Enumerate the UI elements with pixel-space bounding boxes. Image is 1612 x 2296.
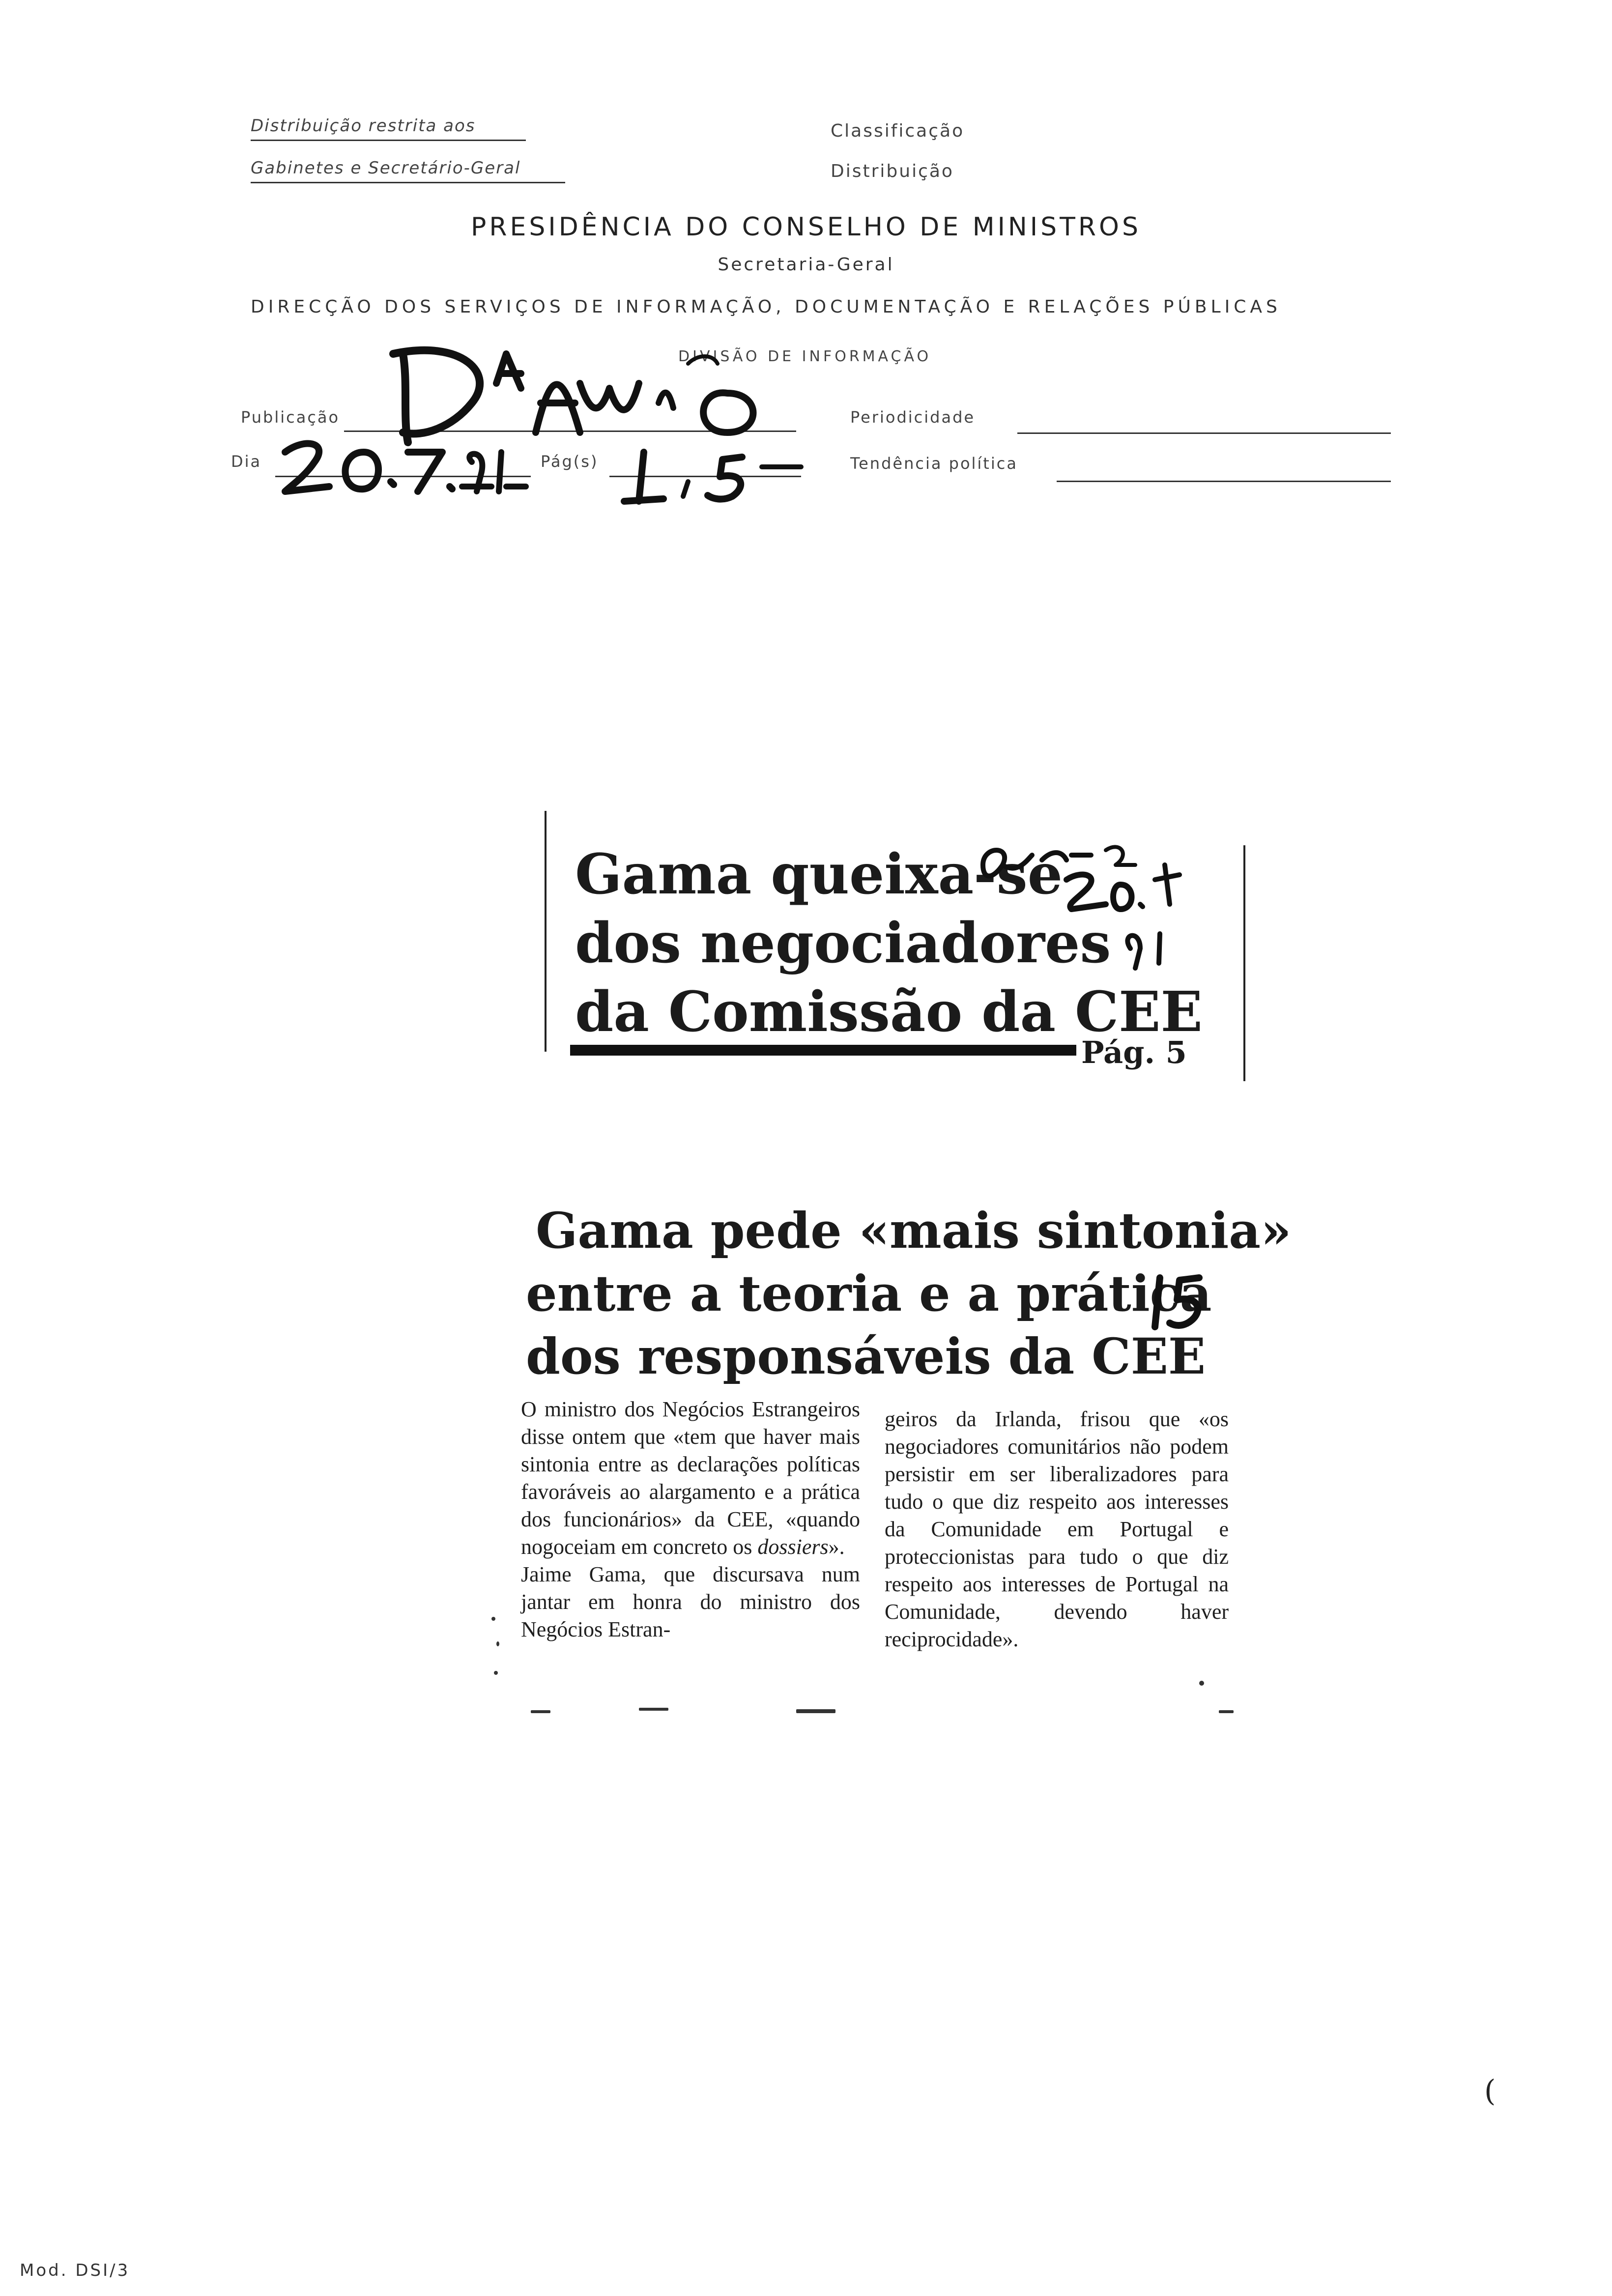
distribution-label: Distribuição (831, 161, 954, 181)
secretariat-subtitle: Secretaria-Geral (718, 255, 894, 275)
restricted-distribution-label: Distribuição restrita aos (251, 116, 526, 141)
cabinets-label: Gabinetes e Secretário-Geral (251, 158, 565, 183)
model-code: Mod. DSI/3 (20, 2261, 130, 2280)
handwritten-date (275, 432, 531, 501)
margin-mark: ( (1484, 2074, 1496, 2108)
periodicity-line (1017, 432, 1391, 434)
political-tendency-line (1057, 481, 1391, 482)
clipping2-headline-line2: entre a teoria e a prática (526, 1264, 1212, 1322)
clipping1-right-border (1243, 845, 1245, 1081)
presidency-title: PRESIDÊNCIA DO CONSELHO DE MINISTROS (471, 212, 1141, 242)
handwritten-pages (614, 437, 811, 506)
clipping2-col1-dossiers: dossiers (757, 1535, 829, 1559)
political-tendency-label: Tendência política (850, 454, 1018, 473)
periodicity-label: Periodicidade (850, 408, 976, 427)
clipping2-handwritten-page (1145, 1268, 1214, 1337)
day-label: Dia (231, 452, 262, 471)
clipping2-column-2: geiros da Irlanda, frisou que «os negociadores comunitários não podem persistir em ser liberalizadores para tudo o que diz respeito aos interesses da Comunidade em Portugal e proteccionistas para tudo o que diz respeito aos interesses de Portugal na Comunidade, devendo haver reciprocidade». (885, 1407, 1229, 1651)
publication-label: Publicação (241, 408, 340, 427)
clipping2-col1-text-a: O ministro dos Negócios Estrangeiros disse ontem que «tem que haver mais sintonia entre as declarações políticas favoráveis ao alargamento e a prática dos funcionários» da CEE, «quando nogoceiam em concreto os (521, 1397, 860, 1559)
clipping1-handwritten-note (973, 835, 1229, 983)
clipping1-rule (570, 1045, 1076, 1056)
clipping1-page-ref: Pág. 5 (1081, 1034, 1187, 1070)
classification-label: Classificação (831, 121, 965, 141)
clipping1-headline-line3: da Comissão da CEE (575, 980, 1203, 1044)
pages-label: Pág(s) (541, 452, 599, 471)
clipping1-left-border (545, 811, 547, 1052)
department-line: DIRECÇÃO DOS SERVIÇOS DE INFORMAÇÃO, DOCUMENTAÇÃO E RELAÇÕES PÚBLICAS (251, 297, 1281, 317)
clipping2-headline-line1: Gama pede «mais sintonia» (536, 1202, 1292, 1260)
clipping1-headline-line1: Gama queixa-se (575, 842, 1063, 907)
clipping2-column-1 (521, 1396, 860, 1643)
clipping2-headline-line3: dos responsáveis da CEE (526, 1327, 1206, 1385)
clipping1-headline-line2: dos negociadores (575, 911, 1111, 976)
division-label: DIVISÃO DE INFORMAÇÃO (678, 348, 932, 365)
clipping2-col1-text-b: ». Jaime Gama, que discursava num jantar em honra do ministro dos Negócios Estran- (521, 1535, 860, 1641)
